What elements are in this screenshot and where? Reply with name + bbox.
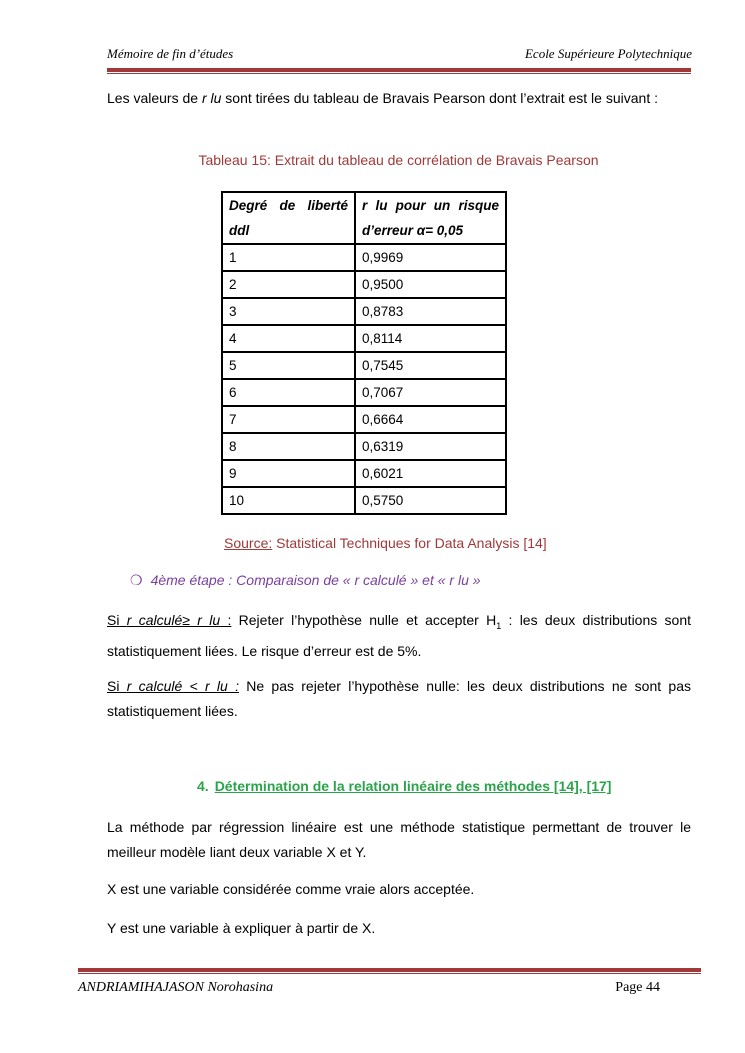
table-row bbox=[222, 379, 506, 406]
section-4-title: Détermination de la relation linéaire des méthodes [14], [17] bbox=[214, 778, 612, 794]
correlation-table bbox=[221, 191, 507, 515]
page-number: Page 44 bbox=[615, 980, 660, 995]
paragraph-y-variable: Y est une variable à expliquer à partir de X. bbox=[107, 920, 376, 936]
table-row bbox=[222, 325, 506, 352]
table-row bbox=[222, 460, 506, 487]
header-ddl: Degré de liberté ddl bbox=[222, 192, 355, 244]
intro-variable: r lu bbox=[201, 90, 222, 106]
header-r-lu: r lu pour un risque d’erreur α= 0,05 bbox=[355, 192, 506, 244]
r-lu-cell: 0,8783 bbox=[355, 298, 506, 325]
ddl-cell: 6 bbox=[222, 379, 355, 406]
cond1-colon: : bbox=[220, 612, 232, 628]
circle-bullet-icon: ❍ bbox=[130, 572, 143, 588]
paragraph-x-variable: X est une variable considérée comme vraie alors acceptée. bbox=[107, 881, 475, 897]
cond2-si: Si bbox=[107, 678, 120, 694]
table-row bbox=[222, 352, 506, 379]
footer-rule bbox=[78, 968, 701, 972]
cond1-subscript: 1 bbox=[496, 620, 502, 631]
intro-before: Les valeurs de bbox=[107, 90, 202, 106]
ddl-cell: 1 bbox=[222, 244, 355, 271]
table-row bbox=[222, 433, 506, 460]
cond1-text1: Rejeter l’hypothèse nulle et accepter H bbox=[231, 612, 497, 628]
table-caption: Tableau 15: Extrait du tableau de corrélation de Bravais Pearson bbox=[198, 152, 599, 168]
r-lu-cell: 0,9500 bbox=[355, 271, 506, 298]
cond1-condition: r calculé≥ r lu bbox=[126, 612, 221, 628]
ddl-cell: 7 bbox=[222, 406, 355, 433]
header-rule-thin bbox=[107, 73, 691, 74]
cond1-si: Si bbox=[107, 612, 120, 628]
table-row bbox=[222, 244, 506, 271]
r-lu-cell: 0,6664 bbox=[355, 406, 506, 433]
ddl-cell: 8 bbox=[222, 433, 355, 460]
paragraph-regression: La méthode par régression linéaire est une méthode statistique permettant de trouver le meilleur modèle liant deux variable X et Y. bbox=[107, 819, 691, 860]
source-label: Source: bbox=[224, 535, 273, 551]
r-lu-cell: 0,8114 bbox=[355, 325, 506, 352]
r-lu-cell: 0,5750 bbox=[355, 487, 506, 514]
table-row bbox=[222, 487, 506, 514]
r-lu-cell: 0,6021 bbox=[355, 460, 506, 487]
ddl-cell: 3 bbox=[222, 298, 355, 325]
table-row bbox=[222, 298, 506, 325]
r-lu-cell: 0,7545 bbox=[355, 352, 506, 379]
table-source bbox=[224, 535, 547, 551]
header-rule bbox=[107, 68, 691, 72]
table-header-row bbox=[222, 192, 506, 244]
table-row bbox=[222, 271, 506, 298]
footer-rule-thin bbox=[78, 973, 701, 974]
intro-after: sont tirées du tableau de Bravais Pearson dont l’extrait est le suivant : bbox=[221, 90, 658, 106]
r-lu-cell: 0,7067 bbox=[355, 379, 506, 406]
condition-1-paragraph bbox=[107, 608, 691, 664]
ddl-cell: 10 bbox=[222, 487, 355, 514]
intro-paragraph bbox=[107, 86, 691, 111]
table-row bbox=[222, 406, 506, 433]
r-lu-cell: 0,6319 bbox=[355, 433, 506, 460]
section-4-number: 4. bbox=[197, 778, 209, 794]
cond1-text2: : les deux distributions sont statistiquement liées. Le risque d’erreur est de 5%. bbox=[107, 612, 692, 659]
ddl-cell: 5 bbox=[222, 352, 355, 379]
header-right: Ecole Supérieure Polytechnique bbox=[524, 46, 692, 61]
section-4-heading bbox=[197, 778, 611, 794]
ddl-cell: 4 bbox=[222, 325, 355, 352]
header-left: Mémoire de fin d’études bbox=[107, 46, 234, 61]
footer-author: ANDRIAMIHAJASON Norohasina bbox=[78, 980, 274, 995]
cond2-text: Ne pas rejeter l’hypothèse nulle: les deux distributions ne sont pas statistiquement liées. bbox=[107, 678, 691, 719]
condition-2-paragraph bbox=[107, 674, 691, 724]
r-lu-cell: 0,9969 bbox=[355, 244, 506, 271]
source-text: Statistical Techniques for Data Analysis [14] bbox=[272, 535, 547, 551]
step-4-text: 4ème étape : Comparaison de « r calculé » et « r lu » bbox=[150, 572, 481, 588]
step-4-heading bbox=[130, 572, 481, 589]
cond2-condition: r calculé < r lu : bbox=[126, 678, 239, 694]
ddl-cell: 9 bbox=[222, 460, 355, 487]
ddl-cell: 2 bbox=[222, 271, 355, 298]
